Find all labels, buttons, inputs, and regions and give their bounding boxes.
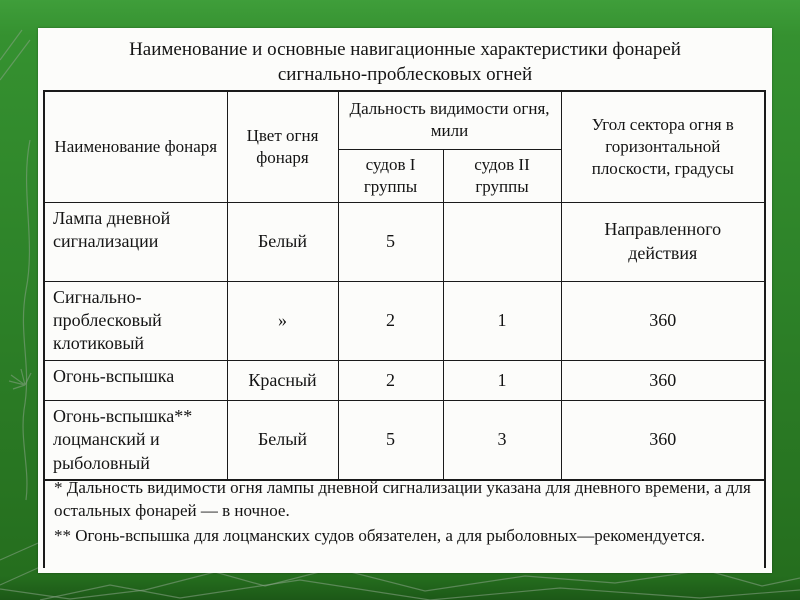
table-footnotes <box>43 472 766 568</box>
table-row <box>44 400 765 480</box>
footnote-2: ** Огонь-вспышка для лоцманских судов обязателен, а для рыболовных—рекомендуется. <box>54 525 705 545</box>
cell-range-group2: 1 <box>443 281 561 360</box>
table-row <box>44 202 765 281</box>
header-light-color: Цвет огня фонаря <box>227 91 338 202</box>
cell-light-color: Белый <box>227 202 338 281</box>
table-row <box>44 281 765 360</box>
header-group-2: судов II группы <box>443 149 561 202</box>
cell-range-group1: 5 <box>338 202 443 281</box>
cell-sector-angle: 360 <box>561 281 765 360</box>
cell-sector-angle: Направленного действия <box>561 202 765 281</box>
cell-range-group1: 2 <box>338 281 443 360</box>
header-group-1: судов I группы <box>338 149 443 202</box>
cell-range-group1: 5 <box>338 400 443 480</box>
cell-lantern-name: Лампа дневной сигнализации <box>44 202 227 281</box>
cell-sector-angle: 360 <box>561 360 765 400</box>
footnote-1: * Дальность видимости огня лампы дневной сигнализации указана для дневного времени, а для остальных фонарей — в ночное. <box>54 478 751 520</box>
cell-lantern-name: Огонь-вспышка** лоцманский и рыболовный <box>44 400 227 480</box>
characteristics-table <box>43 90 766 481</box>
cell-range-group2: 1 <box>443 360 561 400</box>
cell-sector-angle: 360 <box>561 400 765 480</box>
cell-light-color: Красный <box>227 360 338 400</box>
title-line-1: Наименование и основные навигационные характеристики фонарей <box>129 39 681 60</box>
page-title <box>38 37 772 87</box>
header-lantern-name: Наименование фонаря <box>44 91 227 202</box>
cell-range-group2: 3 <box>443 400 561 480</box>
header-row-top <box>44 91 765 149</box>
cell-light-color: Белый <box>227 400 338 480</box>
cell-lantern-name: Огонь-вспышка <box>44 360 227 400</box>
cell-range-group2 <box>443 202 561 281</box>
cell-lantern-name: Сигнально-проблесковый клотиковый <box>44 281 227 360</box>
header-visibility-range: Дальность видимости огня, мили <box>338 91 561 149</box>
cell-light-color: » <box>227 281 338 360</box>
cell-range-group1: 2 <box>338 360 443 400</box>
table-row <box>44 360 765 400</box>
title-line-2: сигнально-проблесковых огней <box>277 64 533 86</box>
header-sector-angle: Угол сектора огня в горизонтальной плоскости, градусы <box>561 91 765 202</box>
document-page <box>38 28 772 573</box>
